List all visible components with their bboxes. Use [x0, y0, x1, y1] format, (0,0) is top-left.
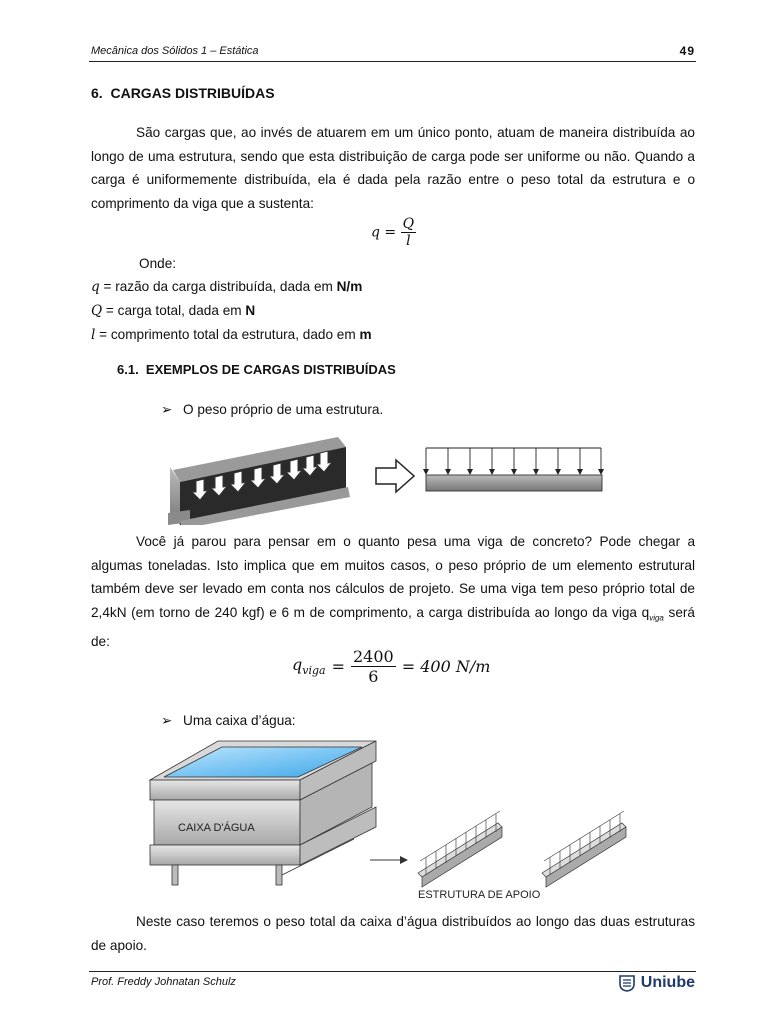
support-label: ESTRUTURA DE APOIO — [418, 889, 541, 901]
beam-figure — [168, 425, 618, 525]
water-tank-icon — [150, 741, 376, 885]
def-q: q = razão da carga distribuída, dada em N/m — [91, 279, 363, 295]
arrow-bullet-icon: ➢ — [161, 713, 173, 728]
intro-paragraph: São cargas que, ao invés de atuarem em um único ponto, atuam de maneira distribuída ao longo de uma estrutura, sendo que esta distribuição de carga pode ser uniforme ou não. Quando a carga é uniformemente distribuída, ela é dada pela razão entre o peso total da estrutura e o comprimento da viga que a sustenta: — [91, 125, 695, 211]
tank-label: CAIXA D'ÁGUA — [178, 822, 255, 834]
bullet-water-tank: ➢ Uma caixa d’água: — [161, 713, 296, 728]
footer-rule — [89, 971, 696, 972]
beam-paragraph: Você já parou para pensar em o quanto pesa uma viga de concreto? Pode chegar a algumas toneladas. Isto implica que em muitos casos, o peso próprio de um elemento estrutural também deve ser levado em conta nos cálculos de projeto. Se uma viga tem peso próprio total de 2,4kN (em torno de 240 kgf) e 6 m de comprimento, a carga distribuída ao longo da viga $q_{viga}$ será de: — [91, 534, 695, 649]
page-number: 49 — [679, 44, 695, 58]
header-rule — [89, 61, 696, 62]
def-l: l = comprimento total da estrutura, dado em m — [91, 327, 372, 343]
support-beam-right-icon — [542, 811, 626, 887]
distributed-load-diagram — [423, 448, 604, 491]
bullet-self-weight: ➢ O peso próprio de uma estrutura. — [161, 402, 384, 417]
formula-qviga: $q_{viga}$ = $\frac{2400}{6}$ = 400 N/m — [292, 647, 491, 686]
subsection-heading: 6.1. EXEMPLOS DE CARGAS DISTRIBUÍDAS — [117, 362, 396, 377]
water-tank-figure — [148, 735, 638, 905]
support-beam-left-icon — [418, 811, 502, 887]
header-title: Mecânica dos Sólidos 1 – Estática — [91, 45, 259, 57]
def-Q: Q = carga total, dada em N — [91, 303, 256, 319]
uniube-logo: Uniube — [618, 974, 695, 992]
right-arrow-icon — [376, 460, 414, 492]
footer-author: Prof. Freddy Johnatan Schulz — [91, 976, 236, 988]
tank-paragraph: Neste caso teremos o peso total da caixa d’água distribuídos ao longo das duas estruturas de apoio. — [91, 914, 695, 953]
formula-q: q = $\frac{Q}{l}$ — [371, 216, 415, 249]
section-heading: 6. CARGAS DISTRIBUÍDAS — [91, 85, 275, 101]
arrow-bullet-icon: ➢ — [161, 402, 173, 417]
where-label: Onde: — [139, 256, 177, 271]
uniube-shield-icon — [618, 974, 636, 992]
